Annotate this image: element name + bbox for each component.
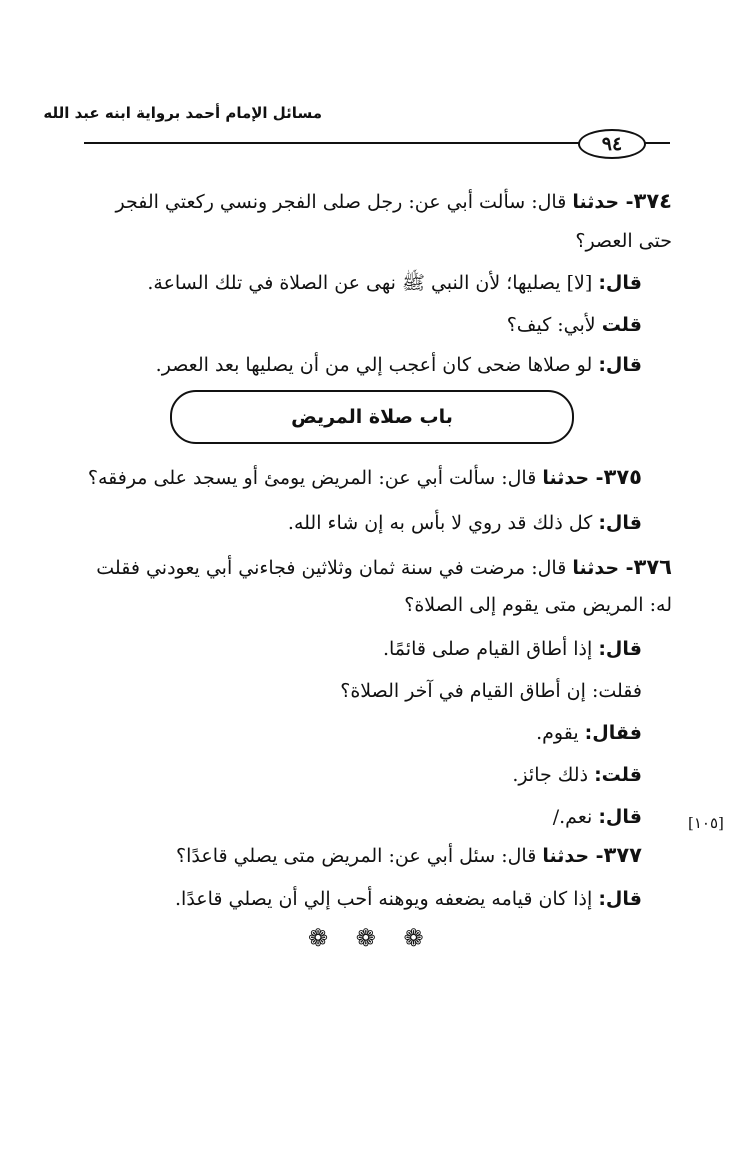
qultu-lead: قلت <box>601 314 642 336</box>
text-line <box>383 634 642 664</box>
line-text: لو صلاها ضحى كان أعجب إلي من أن يصليها بعد العصر. <box>155 354 599 376</box>
item-number: ٣٧٥ <box>603 465 642 489</box>
text-line <box>512 760 642 790</box>
qala-lead: قال: <box>598 888 642 910</box>
text-line-375 <box>88 462 642 493</box>
qultu-lead: قلت: <box>594 764 642 786</box>
line-text: كل ذلك قد روي لا بأس به إن شاء الله. <box>287 512 599 534</box>
text-line <box>147 268 642 298</box>
text-line <box>507 310 642 340</box>
text-line <box>575 226 672 256</box>
chapter-title: باب صلاة المريض <box>291 406 453 428</box>
item-number: ٣٧٦ <box>633 555 672 579</box>
hadith-lead: - حدثنا <box>572 557 634 579</box>
margin-page-reference: [١٠٥] <box>688 814 724 832</box>
ornament-flower-icon: ❁ ❁ ❁ <box>308 924 434 952</box>
line-text: له: المريض متى يقوم إلى الصلاة؟ <box>404 594 672 616</box>
hadith-lead: - حدثنا <box>542 467 604 489</box>
line-text: حتى العصر؟ <box>575 230 672 252</box>
qala-lead: قال: <box>598 512 642 534</box>
line-text: يقوم. <box>536 722 585 744</box>
text-line <box>404 590 672 620</box>
text-line-376 <box>96 552 672 583</box>
line-text: قال: سئل أبي عن: المريض متى يصلي قاعدًا؟ <box>176 845 543 867</box>
faqala-lead: فقال: <box>584 722 642 744</box>
line-text: قال: سألت أبي عن: المريض يومئ أو يسجد على مرفقه؟ <box>87 467 543 489</box>
item-number: ٣٧٤ <box>633 189 672 213</box>
page-number: ٩٤ <box>578 129 646 159</box>
line-text: إذا كان قيامه يضعفه ويوهنه أحب إلي أن يصلي قاعدًا. <box>175 888 599 910</box>
chapter-heading-box <box>170 390 574 444</box>
qala-lead: قال: <box>598 806 642 828</box>
qala-lead: قال: <box>598 354 642 376</box>
line-text: فقلت: إن أطاق القيام في آخر الصلاة؟ <box>340 680 642 702</box>
text-line-374 <box>115 186 672 217</box>
line-text: ذلك جائز. <box>512 764 595 786</box>
qala-lead: قال: <box>598 638 642 660</box>
line-text: قال: سألت أبي عن: رجل صلى الفجر ونسي ركعتي الفجر <box>115 191 573 213</box>
qala-lead: قال: <box>598 272 642 294</box>
line-text: نعم./ <box>552 806 599 828</box>
line-text: قال: مرضت في سنة ثمان وثلاثين فجاءني أبي يعودني فقلت <box>96 557 573 579</box>
running-header-title: مسائل الإمام أحمد برواية ابنه عبد الله <box>43 104 322 122</box>
hadith-lead: - حدثنا <box>542 845 604 867</box>
line-text: إذا أطاق القيام صلى قائمًا. <box>382 638 599 660</box>
text-line <box>553 802 642 832</box>
item-number: ٣٧٧ <box>603 843 642 867</box>
line-text: لأبي: كيف؟ <box>506 314 602 336</box>
hadith-lead: - حدثنا <box>572 191 634 213</box>
text-line <box>175 884 642 914</box>
text-line <box>156 350 642 380</box>
text-line <box>288 508 642 538</box>
text-line <box>340 676 642 706</box>
line-text: [لا] يصليها؛ لأن النبي ﷺ نهى عن الصلاة في تلك الساعة. <box>147 272 599 294</box>
text-line <box>536 718 642 748</box>
text-line-377 <box>176 840 642 871</box>
